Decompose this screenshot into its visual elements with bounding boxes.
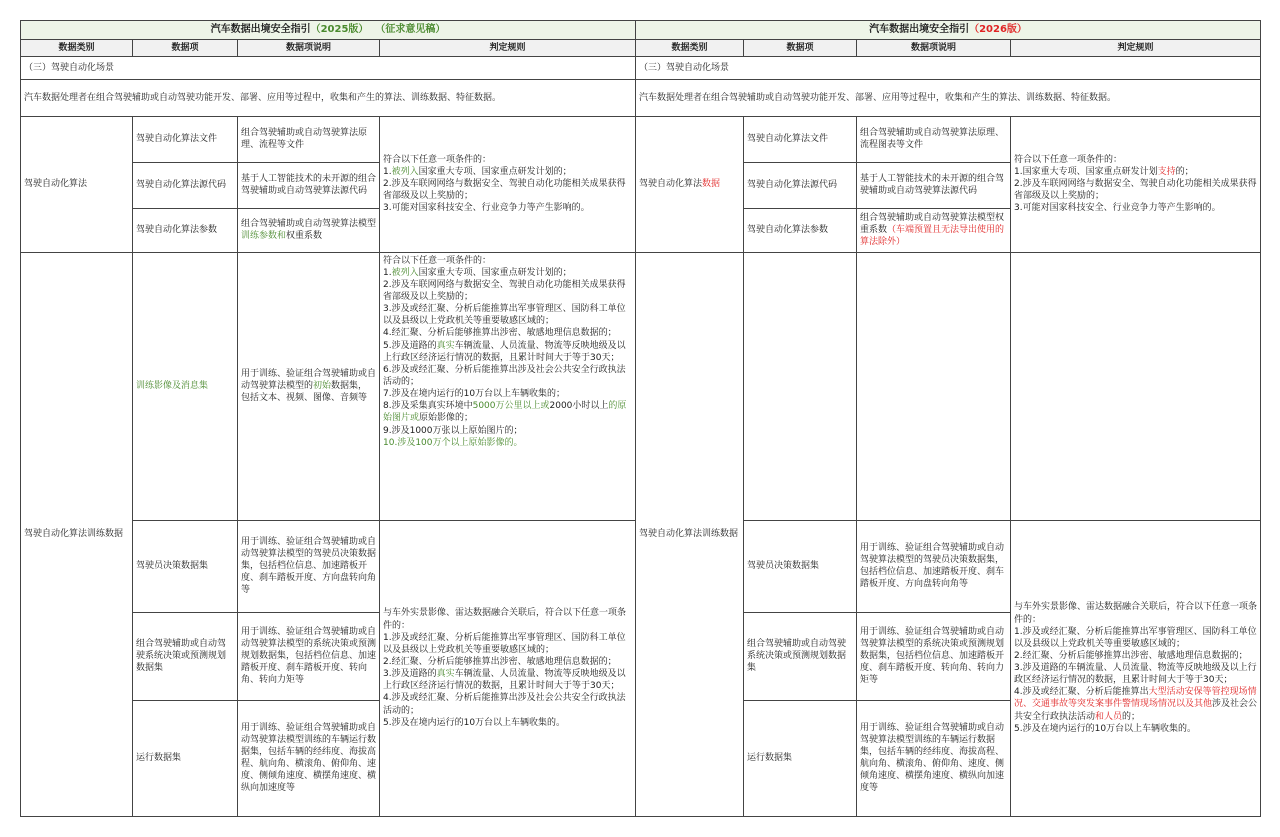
right-algo-category — [636, 116, 744, 252]
right-train-category: 驾驶自动化算法训练数据 — [636, 252, 744, 816]
left-algo-params-name: 驾驶自动化算法参数 — [133, 208, 238, 252]
left-bottom-rule-3-a: 3.涉及道路的 — [383, 669, 437, 680]
comparison-document — [20, 20, 1260, 817]
left-train-video-desc-green: 初始 — [313, 381, 332, 392]
left-video-rule-5-green: 真实 — [436, 340, 455, 351]
comparison-table — [20, 20, 1261, 817]
left-train-video-desc-a: 用于训练、验证组合驾驶辅助或自动驾驶算法模型的 — [241, 368, 377, 392]
right-train-driver-desc: 用于训练、验证组合驾驶辅助或自动驾驶算法模型的驾驶员决策数据集，包括档位信息、加速踏板开度、刹车踏板开度、方向盘转向角等 — [857, 520, 1011, 612]
left-algo-rules-intro: 符合以下任意一项条件的： — [383, 154, 492, 165]
left-header-rule: 判定规则 — [380, 39, 636, 56]
left-section: （三）驾驶自动化场景 — [21, 56, 636, 79]
right-algo-params-desc-a: 组合驾驶辅助或自动驾驶算法模型权重系数 — [860, 212, 1005, 236]
left-train-driver-name: 驾驶员决策数据集 — [133, 520, 238, 612]
left-header-item: 数据项 — [133, 39, 238, 56]
left-algo-rules — [380, 116, 636, 252]
left-video-rule-3: 3.涉及或经汇聚、分析后能推算出军事管理区、国防科工单位以及县级以上党政机关等重要敏感区域的； — [383, 304, 626, 327]
right-header-category: 数据类别 — [636, 39, 744, 56]
right-algo-rule-1-a: 1.国家重大专项、国家重点研发计划 — [1014, 166, 1158, 177]
left-video-rule-6: 6.涉及或经汇聚、分析后能推算出涉及社会公共安全行政执法活动的； — [383, 364, 626, 388]
left-video-rule-8-green2: 的原始图片或 — [383, 401, 627, 424]
left-bottom-rule-3-green: 真实 — [436, 669, 455, 680]
right-algo-rule-3: 3.可能对国家科技安全、行业竞争力等产生影响的。 — [1014, 203, 1221, 214]
header-row — [21, 39, 1261, 56]
right-train-run-desc: 用于训练、验证组合驾驶辅助或自动驾驶算法模型训练的车辆运行数据集，包括车辆的经纬度、海拔高程、航向角、横滚角、俯仰角、速度、侧倾角速度、横摆角速度、横纵向加速度等 — [857, 700, 1011, 816]
left-train-driver-desc: 用于训练、验证组合驾驶辅助或自动驾驶算法模型的驾驶员决策数据集，包括档位信息、加速踏板开度、刹车踏板开度、方向盘转向角等 — [238, 520, 380, 612]
left-video-rule-8 — [383, 400, 632, 424]
right-train-video-empty-rules — [1011, 252, 1261, 520]
section-row — [21, 56, 1261, 79]
left-bottom-rule-5: 5.涉及在境内运行的10万台以上车辆收集的。 — [383, 717, 566, 728]
left-algo-params-desc — [238, 208, 380, 252]
left-video-rule-8-c: 原始影像的； — [419, 413, 474, 424]
left-video-rule-5 — [383, 340, 632, 364]
left-description: 汽车数据处理者在组合驾驶辅助或自动驾驶功能开发、部署、应用等过程中，收集和产生的算法、训练数据、特征数据。 — [21, 79, 636, 116]
left-train-video-desc — [238, 252, 380, 520]
left-title-main: 汽车数据出境安全指引 — [210, 24, 311, 35]
left-header-category: 数据类别 — [21, 39, 133, 56]
right-algo-params-desc-red: （车端预置且无法导出使用的算法除外） — [860, 225, 1005, 248]
right-algo-params-name: 驾驶自动化算法参数 — [744, 208, 857, 252]
left-train-video-desc-b: 数据集，包括文本、视频、图像、音频等 — [241, 381, 368, 404]
left-algo-rule-3: 3.可能对国家科技安全、行业竞争力等产生影响的。 — [383, 203, 590, 214]
right-algo-rules — [1011, 116, 1261, 252]
left-train-run-desc: 用于训练、验证组合驾驶辅助或自动驾驶算法模型训练的车辆运行数据集，包括车辆的经纬度、海拔高程、航向角、横滚角、俯仰角、速度、侧倾角速度、横摆角速度、横纵向加速度等 — [238, 700, 380, 816]
left-video-rule-9: 9.涉及1000万张以上原始图片的； — [383, 425, 523, 436]
left-title-year: （2025版） — [310, 24, 369, 35]
left-video-rule-2: 2.涉及车联网网络与数据安全、驾驶自动化功能相关成果获得省部级及以上奖励的； — [383, 279, 626, 303]
right-bottom-rule-1: 1.涉及或经汇聚、分析后能推算出军事管理区、国防科工单位以及县级以上党政机关等重要敏感区域的； — [1014, 626, 1257, 649]
right-header-rule: 判定规则 — [1011, 39, 1261, 56]
right-bottom-rule-3: 3.涉及道路的车辆流量、人员流量、物流等反映地级及以上行政区经济运行情况的数据，且累计时间大于等于30天； — [1014, 663, 1257, 686]
right-train-driver-name: 驾驶员决策数据集 — [744, 520, 857, 612]
left-algo-rule-1-num: 1. — [383, 166, 392, 177]
left-algo-rule-1-green: 被列入 — [391, 166, 419, 177]
left-video-rule-1-green: 被列入 — [391, 267, 419, 278]
left-algo-params-desc-green: 训练参数和 — [241, 231, 287, 242]
right-algo-source-desc: 基于人工智能技术的未开源的组合驾驶辅助或自动驾驶算法源代码 — [857, 162, 1011, 208]
right-algo-file-name: 驾驶自动化算法文件 — [744, 116, 857, 162]
right-bottom-rule-5: 5.涉及在境内运行的10万台以上车辆收集的。 — [1014, 723, 1197, 734]
right-algo-rule-1-red: 支持 — [1157, 166, 1176, 177]
right-bottom-rule-4-c: 的； — [1122, 711, 1141, 722]
right-train-bottom-rules — [1011, 520, 1261, 816]
left-video-rule-5-a: 5.涉及道路的 — [383, 340, 437, 351]
right-bottom-rule-4-b: 涉及社会公共安全行政执法活动 — [1014, 699, 1258, 722]
left-video-rule-4: 4.经汇聚、分析后能够推算出涉密、敏感地理信息数据的； — [383, 328, 617, 339]
left-algo-params-desc-a: 组合驾驶辅助或自动驾驶算法模型 — [241, 219, 377, 229]
right-algo-rules-intro: 符合以下任意一项条件的： — [1014, 154, 1123, 165]
left-train-bottom-rules — [380, 520, 636, 816]
algo-row-file — [21, 116, 1261, 162]
right-bottom-rule-4-a: 4.涉及或经汇聚、分析后能推算出 — [1014, 687, 1149, 698]
right-title-main: 汽车数据出境安全指引 — [869, 24, 970, 35]
right-train-run-name: 运行数据集 — [744, 700, 857, 816]
right-algo-category-red: 数据 — [702, 179, 721, 190]
right-algo-rule-1 — [1014, 166, 1257, 178]
left-train-video-rules — [380, 252, 636, 520]
left-train-system-desc: 用于训练、验证组合驾驶辅助或自动驾驶算法模型的系统决策或预测规划数据集，包括档位信息、加速踏板开度、刹车踏板开度、转向角、转向力矩等 — [238, 612, 380, 700]
left-algo-source-name: 驾驶自动化算法源代码 — [133, 162, 238, 208]
left-bottom-rule-3-b: 车辆流量、人员流量、物流等反映地级及以上行政区经济运行情况的数据，且累计时间大于等于30天； — [383, 669, 626, 692]
right-title-year: （2026版） — [969, 24, 1027, 35]
left-algo-file-name: 驾驶自动化算法文件 — [133, 116, 238, 162]
left-algo-params-desc-b: 权重系数 — [286, 231, 323, 242]
right-algo-rule-2: 2.涉及车联网网络与数据安全、驾驶自动化功能相关成果获得省部级及以上奖励的； — [1014, 179, 1257, 202]
right-algo-source-name: 驾驶自动化算法源代码 — [744, 162, 857, 208]
right-section: （三）驾驶自动化场景 — [636, 56, 1261, 79]
left-algo-file-desc: 组合驾驶辅助或自动驾驶算法原理、流程等文件 — [238, 116, 380, 162]
left-algo-rule-1-rest: 国家重大专项、国家重点研发计划的； — [418, 166, 572, 177]
right-algo-category-text: 驾驶自动化算法 — [639, 179, 703, 190]
left-video-rule-1-rest: 国家重大专项、国家重点研发计划的； — [418, 267, 572, 278]
left-title-note: （征求意见稿） — [375, 24, 446, 35]
right-bottom-rules-intro: 与车外实景影像、雷达数据融合关联后，符合以下任意一项条件的： — [1014, 602, 1258, 625]
left-bottom-rule-2: 2.经汇聚、分析后能够推算出涉密、敏感地理信息数据的； — [383, 657, 617, 667]
right-algo-params-desc — [857, 208, 1011, 252]
right-bottom-rule-4 — [1014, 686, 1257, 722]
right-algo-file-desc: 组合驾驶辅助或自动驾驶算法原理、流程图表等文件 — [857, 116, 1011, 162]
left-train-run-name: 运行数据集 — [133, 700, 238, 816]
left-bottom-rule-3 — [383, 668, 632, 692]
left-video-rule-7: 7.涉及在境内运行的10万台以上车辆收集的； — [383, 389, 566, 400]
left-algo-category: 驾驶自动化算法 — [21, 116, 133, 252]
right-bottom-rule-4-red1: 大型活动安保等管控现场情况、交通事故等突发案事件警情现场情况以及其他 — [1014, 687, 1257, 710]
left-video-rule-1-num: 1. — [383, 267, 392, 278]
left-video-rule-8-green1: 5000万公里以上或 — [472, 401, 550, 412]
left-bottom-rule-1: 1.涉及或经汇聚、分析后能推算出军事管理区、国防科工单位以及县级以上党政机关等重要敏感区域的； — [383, 632, 626, 655]
right-header-item: 数据项 — [744, 39, 857, 56]
left-video-rule-5-b: 车辆流量、人员流量、物流等反映地级及以上行政区经济运行情况的数据，且累计时间大于等于30天； — [383, 340, 626, 363]
description-row — [21, 79, 1261, 116]
left-video-rule-8-a: 8.涉及采集真实环境中 — [383, 401, 473, 412]
left-video-rules-intro: 符合以下任意一项条件的： — [383, 255, 492, 266]
left-train-system-name: 组合驾驶辅助或自动驾驶系统决策或预测规划数据集 — [133, 612, 238, 700]
train-row-video — [21, 252, 1261, 520]
left-video-rule-8-b: 2000小时以上 — [549, 401, 609, 412]
left-header-desc: 数据项说明 — [238, 39, 380, 56]
left-bottom-rule-4: 4.涉及或经汇聚、分析后能推算出涉及社会公共安全行政执法活动的； — [383, 693, 626, 716]
right-train-system-name: 组合驾驶辅助或自动驾驶系统决策或预测规划数据集 — [744, 612, 857, 700]
title-row — [21, 21, 1261, 40]
right-bottom-rule-4-red2: 和人员 — [1095, 711, 1123, 722]
right-header-desc: 数据项说明 — [857, 39, 1011, 56]
left-bottom-rules-intro: 与车外实景影像、雷达数据融合关联后，符合以下任意一项条件的： — [383, 608, 627, 631]
left-algo-rule-1 — [383, 166, 632, 178]
right-bottom-rule-2: 2.经汇聚、分析后能够推算出涉密、敏感地理信息数据的； — [1014, 650, 1248, 661]
left-train-category: 驾驶自动化算法训练数据 — [21, 252, 133, 816]
left-train-video-name: 训练影像及消息集 — [133, 252, 238, 520]
left-video-rule-1 — [383, 267, 632, 279]
right-train-video-empty-name — [744, 252, 857, 520]
left-title — [21, 21, 636, 40]
left-algo-rule-2: 2.涉及车联网网络与数据安全、驾驶自动化功能相关成果获得省部级及以上奖励的； — [383, 179, 626, 202]
left-algo-source-desc: 基于人工智能技术的未开源的组合驾驶辅助或自动驾驶算法源代码 — [238, 162, 380, 208]
right-train-system-desc: 用于训练、验证组合驾驶辅助或自动驾驶算法模型的系统决策或预测规划数据集，包括档位信息、加速踏板开度、刹车踏板开度、转向角、转向力矩等 — [857, 612, 1011, 700]
right-train-video-empty-desc — [857, 252, 1011, 520]
right-title — [636, 21, 1261, 40]
left-video-rule-10: 10.涉及100万个以上原始影像的。 — [383, 437, 523, 448]
right-algo-rule-1-b: 的； — [1175, 166, 1194, 177]
right-description: 汽车数据处理者在组合驾驶辅助或自动驾驶功能开发、部署、应用等过程中，收集和产生的算法、训练数据、特征数据。 — [636, 79, 1261, 116]
